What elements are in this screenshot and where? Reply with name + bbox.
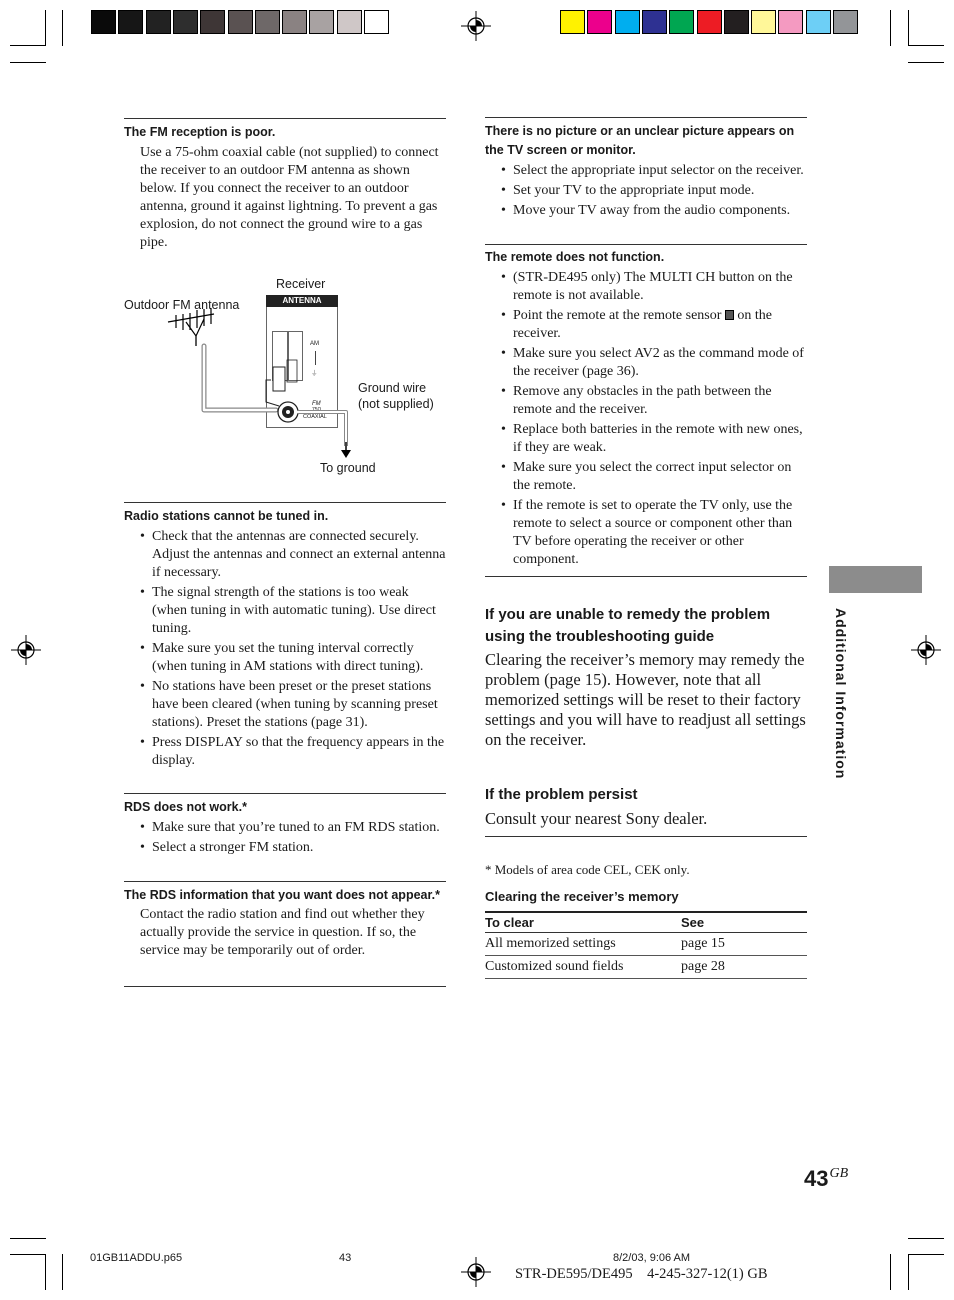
side-tab-label: Additional Information xyxy=(833,608,849,780)
color-swatch xyxy=(778,10,803,34)
footer-model: STR-DE595/DE495 4-245-327-12(1) GB xyxy=(515,1266,768,1282)
color-swatch xyxy=(364,10,389,34)
list-item xyxy=(485,307,807,343)
color-swatch xyxy=(615,10,640,34)
color-swatch xyxy=(91,10,116,34)
section-rule xyxy=(485,576,807,577)
unable-to-remedy-heading: If you are unable to remedy the problem using the troubleshooting guide xyxy=(485,606,771,645)
color-swatch xyxy=(751,10,776,34)
color-swatch xyxy=(146,10,171,34)
list-item: • Select the appropriate input selector on the receiver. xyxy=(485,162,807,180)
footer-page: 43 xyxy=(339,1252,352,1264)
list-item: • Check that the antennas are connected securely. Adjust the antennas and connect an external antenna if necessary. xyxy=(124,528,446,582)
list-item: • Remove any obstacles in the path between the remote and the receiver. xyxy=(485,383,807,419)
list-item: • Select a stronger FM station. xyxy=(124,839,446,857)
radio-stations-title: Radio stations cannot be tuned in. xyxy=(124,509,329,523)
radio-stations-list xyxy=(124,528,446,770)
rds-list xyxy=(124,819,446,857)
list-item: • If the remote is set to operate the TV only, use the remote to select a source or component other than TV before operating the receiver or other component. xyxy=(485,497,807,569)
section-rule xyxy=(485,836,807,837)
remote-title: The remote does not function. xyxy=(485,250,665,264)
footnote: * Models of area code CEL, CEK only. xyxy=(485,862,690,877)
no-picture-list xyxy=(485,162,807,220)
crop-mark xyxy=(908,45,944,46)
unable-to-remedy-body: Clearing the receiver’s memory may remedy the problem (page 15). However, note that all memorized settings will be reset to their factory settings and you will have to readjust all settings on the receiver. xyxy=(485,650,806,749)
list-item: • Make sure that you’re tuned to an FM RDS station. xyxy=(124,819,446,837)
fm-reception-body: Use a 75-ohm coaxial cable (not supplied) to connect the receiver to an outdoor FM antenna as shown below. If you connect the receiver to an outdoor antenna, ground it against lightning. To prevent a gas explosion, do not connect the ground wire to a gas pipe. xyxy=(140,145,439,250)
list-item: • Set your TV to the appropriate input mode. xyxy=(485,182,807,200)
color-swatch xyxy=(587,10,612,34)
footer-date: 8/2/03, 9:06 AM xyxy=(613,1252,691,1264)
table-cell: Customized sound fields xyxy=(485,956,681,979)
crop-mark xyxy=(62,10,63,46)
color-swatch xyxy=(642,10,667,34)
rds-info-section xyxy=(124,886,446,960)
registration-mark-icon xyxy=(11,635,41,665)
crop-mark xyxy=(908,1238,944,1239)
no-picture-title: There is no picture or an unclear picture appears on the TV screen or monitor. xyxy=(485,124,795,157)
color-swatch xyxy=(118,10,143,34)
color-swatch xyxy=(200,10,225,34)
crop-mark xyxy=(908,1254,944,1255)
registration-mark-icon xyxy=(461,11,491,41)
registration-mark-icon xyxy=(911,635,941,665)
no-picture-section xyxy=(485,122,807,222)
crop-mark xyxy=(10,1238,46,1239)
crop-mark xyxy=(62,1254,63,1290)
ground-symbol-icon: ⏚ xyxy=(311,370,318,377)
crop-mark xyxy=(45,10,46,46)
antenna-connection-figure xyxy=(124,272,446,482)
remote-sensor-icon xyxy=(725,310,734,320)
table-header-row xyxy=(485,913,807,933)
color-swatch xyxy=(173,10,198,34)
list-item-text: Point the remote at the remote sensor xyxy=(513,308,722,323)
table-cell: All memorized settings xyxy=(485,933,681,956)
section-rule xyxy=(485,244,807,245)
fm-reception-section xyxy=(124,123,446,252)
fm-label: FM xyxy=(312,401,321,407)
list-item: • Make sure you select the correct input selector on the remote. xyxy=(485,459,807,495)
list-item-text: on the receiver. xyxy=(513,308,772,341)
footer-filename: 01GB11ADDU.p65 xyxy=(90,1252,183,1264)
table-header-cell: See xyxy=(681,913,807,933)
section-tab-marker xyxy=(829,566,922,593)
rds-info-title: The RDS information that you want does not appear.* xyxy=(124,888,440,902)
table-cell: page 15 xyxy=(681,933,807,956)
list-item: • (STR-DE495 only) The MULTI CH button on the remote is not available. xyxy=(485,269,807,305)
crop-mark xyxy=(890,1254,891,1290)
page-number-value: 43 xyxy=(804,1166,829,1191)
crop-mark xyxy=(10,62,46,63)
crop-mark xyxy=(10,1254,46,1255)
color-swatch xyxy=(724,10,749,34)
section-rule xyxy=(124,793,446,794)
problem-persist-heading: If the problem persist xyxy=(485,786,638,803)
fm-reception-title: The FM reception is poor. xyxy=(124,125,276,139)
list-item: • Press DISPLAY so that the frequency appears in the display. xyxy=(124,734,446,770)
rds-info-body: Contact the radio station and find out whether they actually provide the service in question. If so, the service may be temporarily out of order. xyxy=(140,907,425,958)
list-item: • Make sure you set the tuning interval correctly (when tuning in AM stations with direct tuning). xyxy=(124,640,446,676)
ground-wire-label-1: Ground wire xyxy=(358,381,427,395)
section-rule xyxy=(124,881,446,882)
antenna-wiring-diagram xyxy=(124,272,446,482)
color-swatch xyxy=(337,10,362,34)
color-swatch xyxy=(669,10,694,34)
fm-impedance-label: 75Ω xyxy=(312,407,322,413)
unable-to-remedy-section xyxy=(485,604,810,750)
color-swatch xyxy=(255,10,280,34)
clearing-memory-title: Clearing the receiver’s memory xyxy=(485,889,679,904)
section-rule xyxy=(124,502,446,503)
page-number-suffix: GB xyxy=(829,1166,849,1181)
receiver-label: Receiver xyxy=(276,277,326,291)
crop-mark xyxy=(908,1254,909,1290)
table-header-cell: To clear xyxy=(485,913,681,933)
problem-persist-body: Consult your nearest Sony dealer. xyxy=(485,808,708,828)
color-swatch xyxy=(309,10,334,34)
rds-title: RDS does not work.* xyxy=(124,800,247,814)
problem-persist-section xyxy=(485,784,807,829)
remote-list xyxy=(485,269,807,569)
clearing-memory-table xyxy=(485,913,807,979)
list-item: • Make sure you select AV2 as the command mode of the receiver (page 36). xyxy=(485,345,807,381)
color-swatch xyxy=(833,10,858,34)
remote-section xyxy=(485,248,807,571)
color-swatch xyxy=(560,10,585,34)
rds-section xyxy=(124,798,446,859)
crop-mark xyxy=(10,45,46,46)
table-row xyxy=(485,933,807,956)
crop-mark xyxy=(45,1254,46,1290)
crop-mark xyxy=(890,10,891,46)
antenna-panel-header: ANTENNA xyxy=(266,295,338,307)
list-item: • No stations have been preset or the preset stations have been cleared (when tuning by scanning preset stations). Preset the stations (page 31). xyxy=(124,678,446,732)
color-swatch xyxy=(697,10,722,34)
section-rule xyxy=(485,117,807,118)
list-item: • Replace both batteries in the remote with new ones, if they are weak. xyxy=(485,421,807,457)
registration-mark-icon xyxy=(461,1257,491,1287)
ground-wire-label-2: (not supplied) xyxy=(358,397,434,411)
color-swatch xyxy=(228,10,253,34)
page-number xyxy=(804,1166,848,1192)
color-swatch xyxy=(806,10,831,34)
am-label: AM xyxy=(310,341,319,347)
list-item: • Move your TV away from the audio components. xyxy=(485,202,807,220)
fm-coaxial-label: COAXIAL xyxy=(303,414,327,420)
to-ground-label: To ground xyxy=(320,461,376,475)
outdoor-fm-antenna-label: Outdoor FM antenna xyxy=(124,298,240,312)
section-rule xyxy=(124,986,446,987)
table-row xyxy=(485,956,807,979)
color-swatch xyxy=(282,10,307,34)
radio-stations-section xyxy=(124,507,446,772)
section-rule xyxy=(124,118,446,119)
table-cell: page 28 xyxy=(681,956,807,979)
list-item: • The signal strength of the stations is too weak (when tuning in with automatic tuning). Use direct tuning. xyxy=(124,584,446,638)
crop-mark xyxy=(908,62,944,63)
crop-mark xyxy=(908,10,909,46)
